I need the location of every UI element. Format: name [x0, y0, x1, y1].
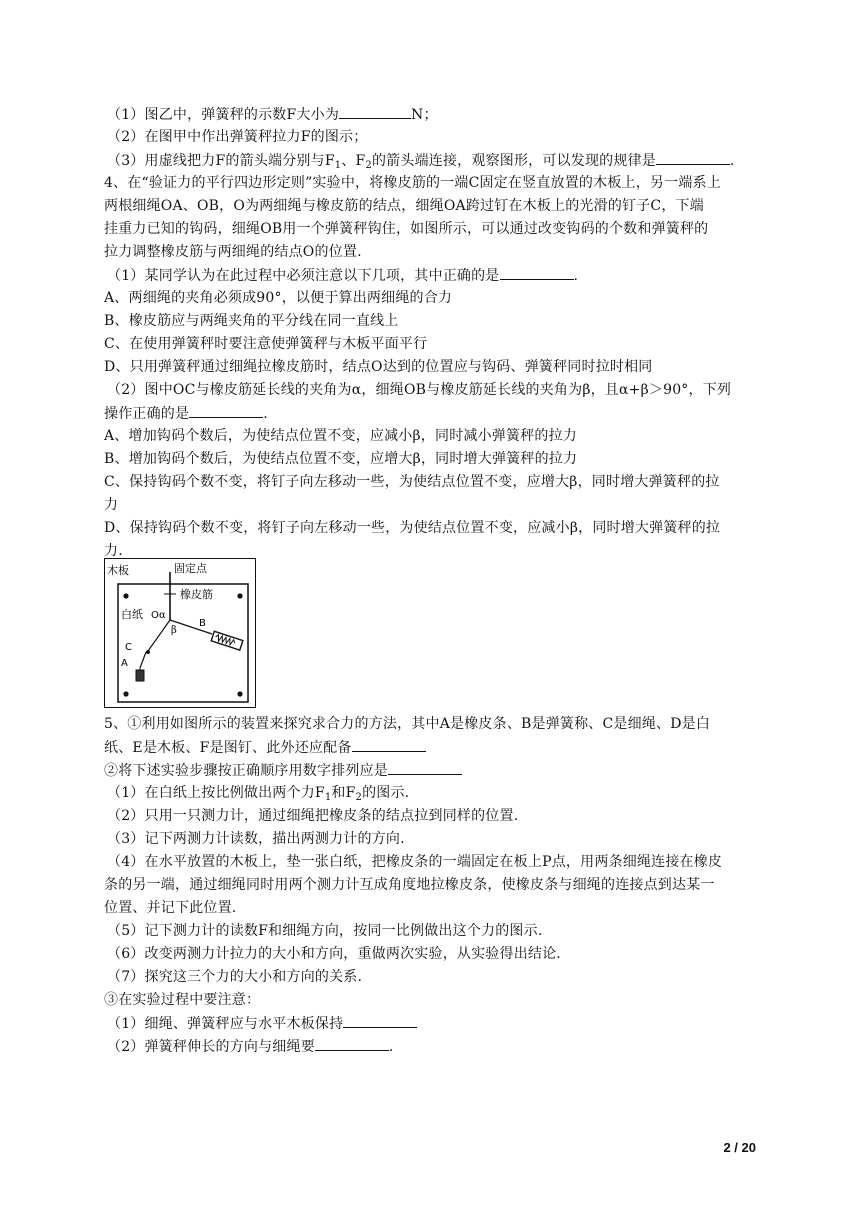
q3-part3: [107, 150, 735, 171]
q4-sub1-stem: [107, 265, 578, 286]
q5-step3: （3）记下两测力计读数，描出两测力计的方向.: [107, 831, 405, 847]
q4-sub2-option-b: B、增加钩码个数后，为使结点位置不变，应增大β，同时增大弹簧秤的拉力: [104, 451, 578, 467]
q5-note1-text: （1）细绳、弹簧秤应与水平木板保持: [107, 1016, 344, 1032]
q5-note2: [107, 1036, 394, 1057]
q4-intro-line2: 两根细绳OA、OB，O为两细绳与橡皮筋的结点，细绳OA跨过钉在木板上的光滑的钉子C，下端: [104, 198, 704, 214]
figure-frame: [105, 559, 256, 708]
pin-top-left: [123, 593, 128, 598]
punct: .: [573, 268, 579, 284]
q4-sub2-option-a: A、增加钩码个数后，为使结点位置不变，应减小β，同时减小弹簧秤的拉力: [104, 428, 578, 444]
label-fixed-point: 固定点: [174, 562, 207, 575]
label-c: C: [125, 642, 132, 653]
q4-sub2-stem-line2: [104, 403, 268, 424]
label-board: 木板: [107, 564, 129, 577]
q4-intro-line1: 4、在“验证力的平行四边形定则”实验中，将橡皮筋的一端C固定在竖直放置的木板上，另一端系上: [104, 175, 721, 191]
q4-sub1-option-a: A、两细绳的夹角必须成90°，以便于算出两细绳的合力: [104, 290, 453, 306]
q5-step5: （5）记下测力计的读数F和细绳方向，按同一比例做出这个力的图示.: [107, 923, 543, 939]
q5-step1-post: 的图示.: [362, 785, 410, 801]
q4-sub2-option-d: D、保持钩码个数不变，将钉子向左移动一些，为使结点位置不变，应减小β，同时增大弹簧秤的拉: [104, 520, 721, 536]
pin-top-right: [237, 593, 242, 598]
q5-line2: [104, 737, 426, 758]
pin-bottom-left: [123, 691, 128, 696]
q4-sub2-text: 操作正确的是: [104, 406, 190, 422]
answer-blank: [656, 150, 730, 165]
q3-part1-text: （1）图乙中，弹簧秤的示数F大小为: [107, 107, 340, 123]
q5-step6: （6）改变两测力计拉力的大小和方向，重做两次实验，从实验得出结论.: [107, 946, 561, 962]
q5-step2: （2）只用一只测力计，通过细绳把橡皮条的结点拉到同样的位置.: [107, 808, 519, 824]
q4-sub2-option-c-cont: 力: [104, 497, 119, 513]
q3-part1: [107, 104, 438, 125]
q3-part3-post: 的箭头端连接，观察图形，可以发现的规律是: [371, 153, 656, 169]
q3-part3-mid: 、F: [341, 153, 366, 169]
pin-bottom-right: [237, 691, 242, 696]
q5-line2-text: 纸、E是木板、F是图钉、此外还应配备: [104, 740, 352, 756]
q4-sub1-text: （1）某同学认为在此过程中必须注意以下几项，其中正确的是: [107, 268, 500, 284]
q5-line1: 5、①利用如图所示的装置来探究求合力的方法，其中A是橡皮条、B是弹簧称、C是细绳、D是白: [104, 716, 711, 732]
subscript: 1: [324, 792, 332, 803]
nail-c: [146, 650, 150, 654]
q3-part1-unit: N；: [411, 107, 438, 123]
answer-blank: [500, 265, 574, 280]
label-a: A: [121, 658, 128, 669]
q5-step1: [107, 783, 409, 803]
answer-blank: [315, 1036, 389, 1051]
q4-sub1-option-b: B、橡皮筋应与两绳夹角的平分线在同一直线上: [104, 313, 399, 329]
label-rubber-band: 橡皮筋: [180, 588, 213, 601]
punct: .: [263, 406, 268, 422]
page-number: 2 / 20: [723, 1140, 756, 1155]
subscript: 1: [334, 160, 342, 171]
q4-sub2-option-c: C、保持钩码个数不变，将钉子向左移动一些，为使结点位置不变，应增大β，同时增大弹簧秤的拉: [104, 474, 720, 490]
label-o: O: [151, 610, 159, 621]
label-alpha: α: [159, 610, 166, 621]
q5-note2-text: （2）弹簧秤伸长的方向与细绳要: [107, 1039, 315, 1055]
subscript: 2: [365, 160, 372, 171]
q3-part2: （2）在图甲中作出弹簧秤拉力F的图示；: [107, 129, 368, 145]
q5-step1-text: （1）在白纸上按比例做出两个力F: [107, 785, 325, 801]
experiment-figure: [104, 558, 256, 708]
q4-sub1-option-d: D、只用弹簧秤通过细绳拉橡皮筋时，结点O达到的位置应与钩码、弹簧秤同时拉时相同: [104, 359, 653, 375]
answer-blank: [388, 760, 462, 775]
q5-step4-line2: 条的另一端，通过细绳同时用两个测力计互成角度地拉橡皮条，使橡皮条与细绳的连接点到达某一: [104, 877, 715, 893]
answer-blank: [339, 104, 411, 119]
q4-sub2-stem-line1: （2）图中OC与橡皮筋延长线的夹角为α，细绳OB与橡皮筋延长线的夹角为β，且α+β＞90°，下列: [107, 382, 732, 398]
q5-step4-line3: 位置、并记下此位置.: [104, 900, 237, 916]
q5-step7: （7）探究这三个力的大小和方向的关系.: [107, 969, 363, 985]
q4-intro-line3: 挂重力已知的钩码，细绳OB用一个弹簧秤钩住，如图所示，可以通过改变钩码的个数和弹簧秤的: [104, 221, 709, 237]
label-beta: β: [171, 625, 177, 636]
q5-step1-mid: 和F: [331, 785, 356, 801]
q4-intro-line4: 拉力调整橡皮筋与两细绳的结点O的位置.: [104, 244, 362, 260]
answer-blank: [189, 403, 263, 418]
q5-line3-text: ②将下述实验步骤按正确顺序用数字排列应是: [104, 763, 388, 779]
answer-blank: [352, 737, 426, 752]
q5-line3: [104, 760, 462, 781]
q5-note-heading: ③在实验过程中要注意：: [104, 992, 261, 1008]
hook-weight: [136, 670, 144, 681]
q5-step4-line1: （4）在水平放置的木板上，垫一张白纸，把橡皮条的一端固定在板上P点，用两条细绳连接在橡皮: [107, 854, 723, 870]
answer-blank: [343, 1013, 417, 1028]
punct: .: [729, 153, 735, 169]
label-paper: 白纸: [121, 608, 143, 621]
label-b: B: [199, 618, 206, 629]
punct: .: [388, 1039, 394, 1055]
q5-note1: [107, 1013, 417, 1034]
q4-sub1-option-c: C、在使用弹簧秤时要注意使弹簧秤与木板平面平行: [104, 336, 428, 352]
subscript: 2: [355, 792, 363, 803]
q4-sub2-option-d-cont: 力.: [104, 543, 123, 559]
q3-part3-text: （3）用虚线把力F的箭头端分别与F: [107, 153, 335, 169]
